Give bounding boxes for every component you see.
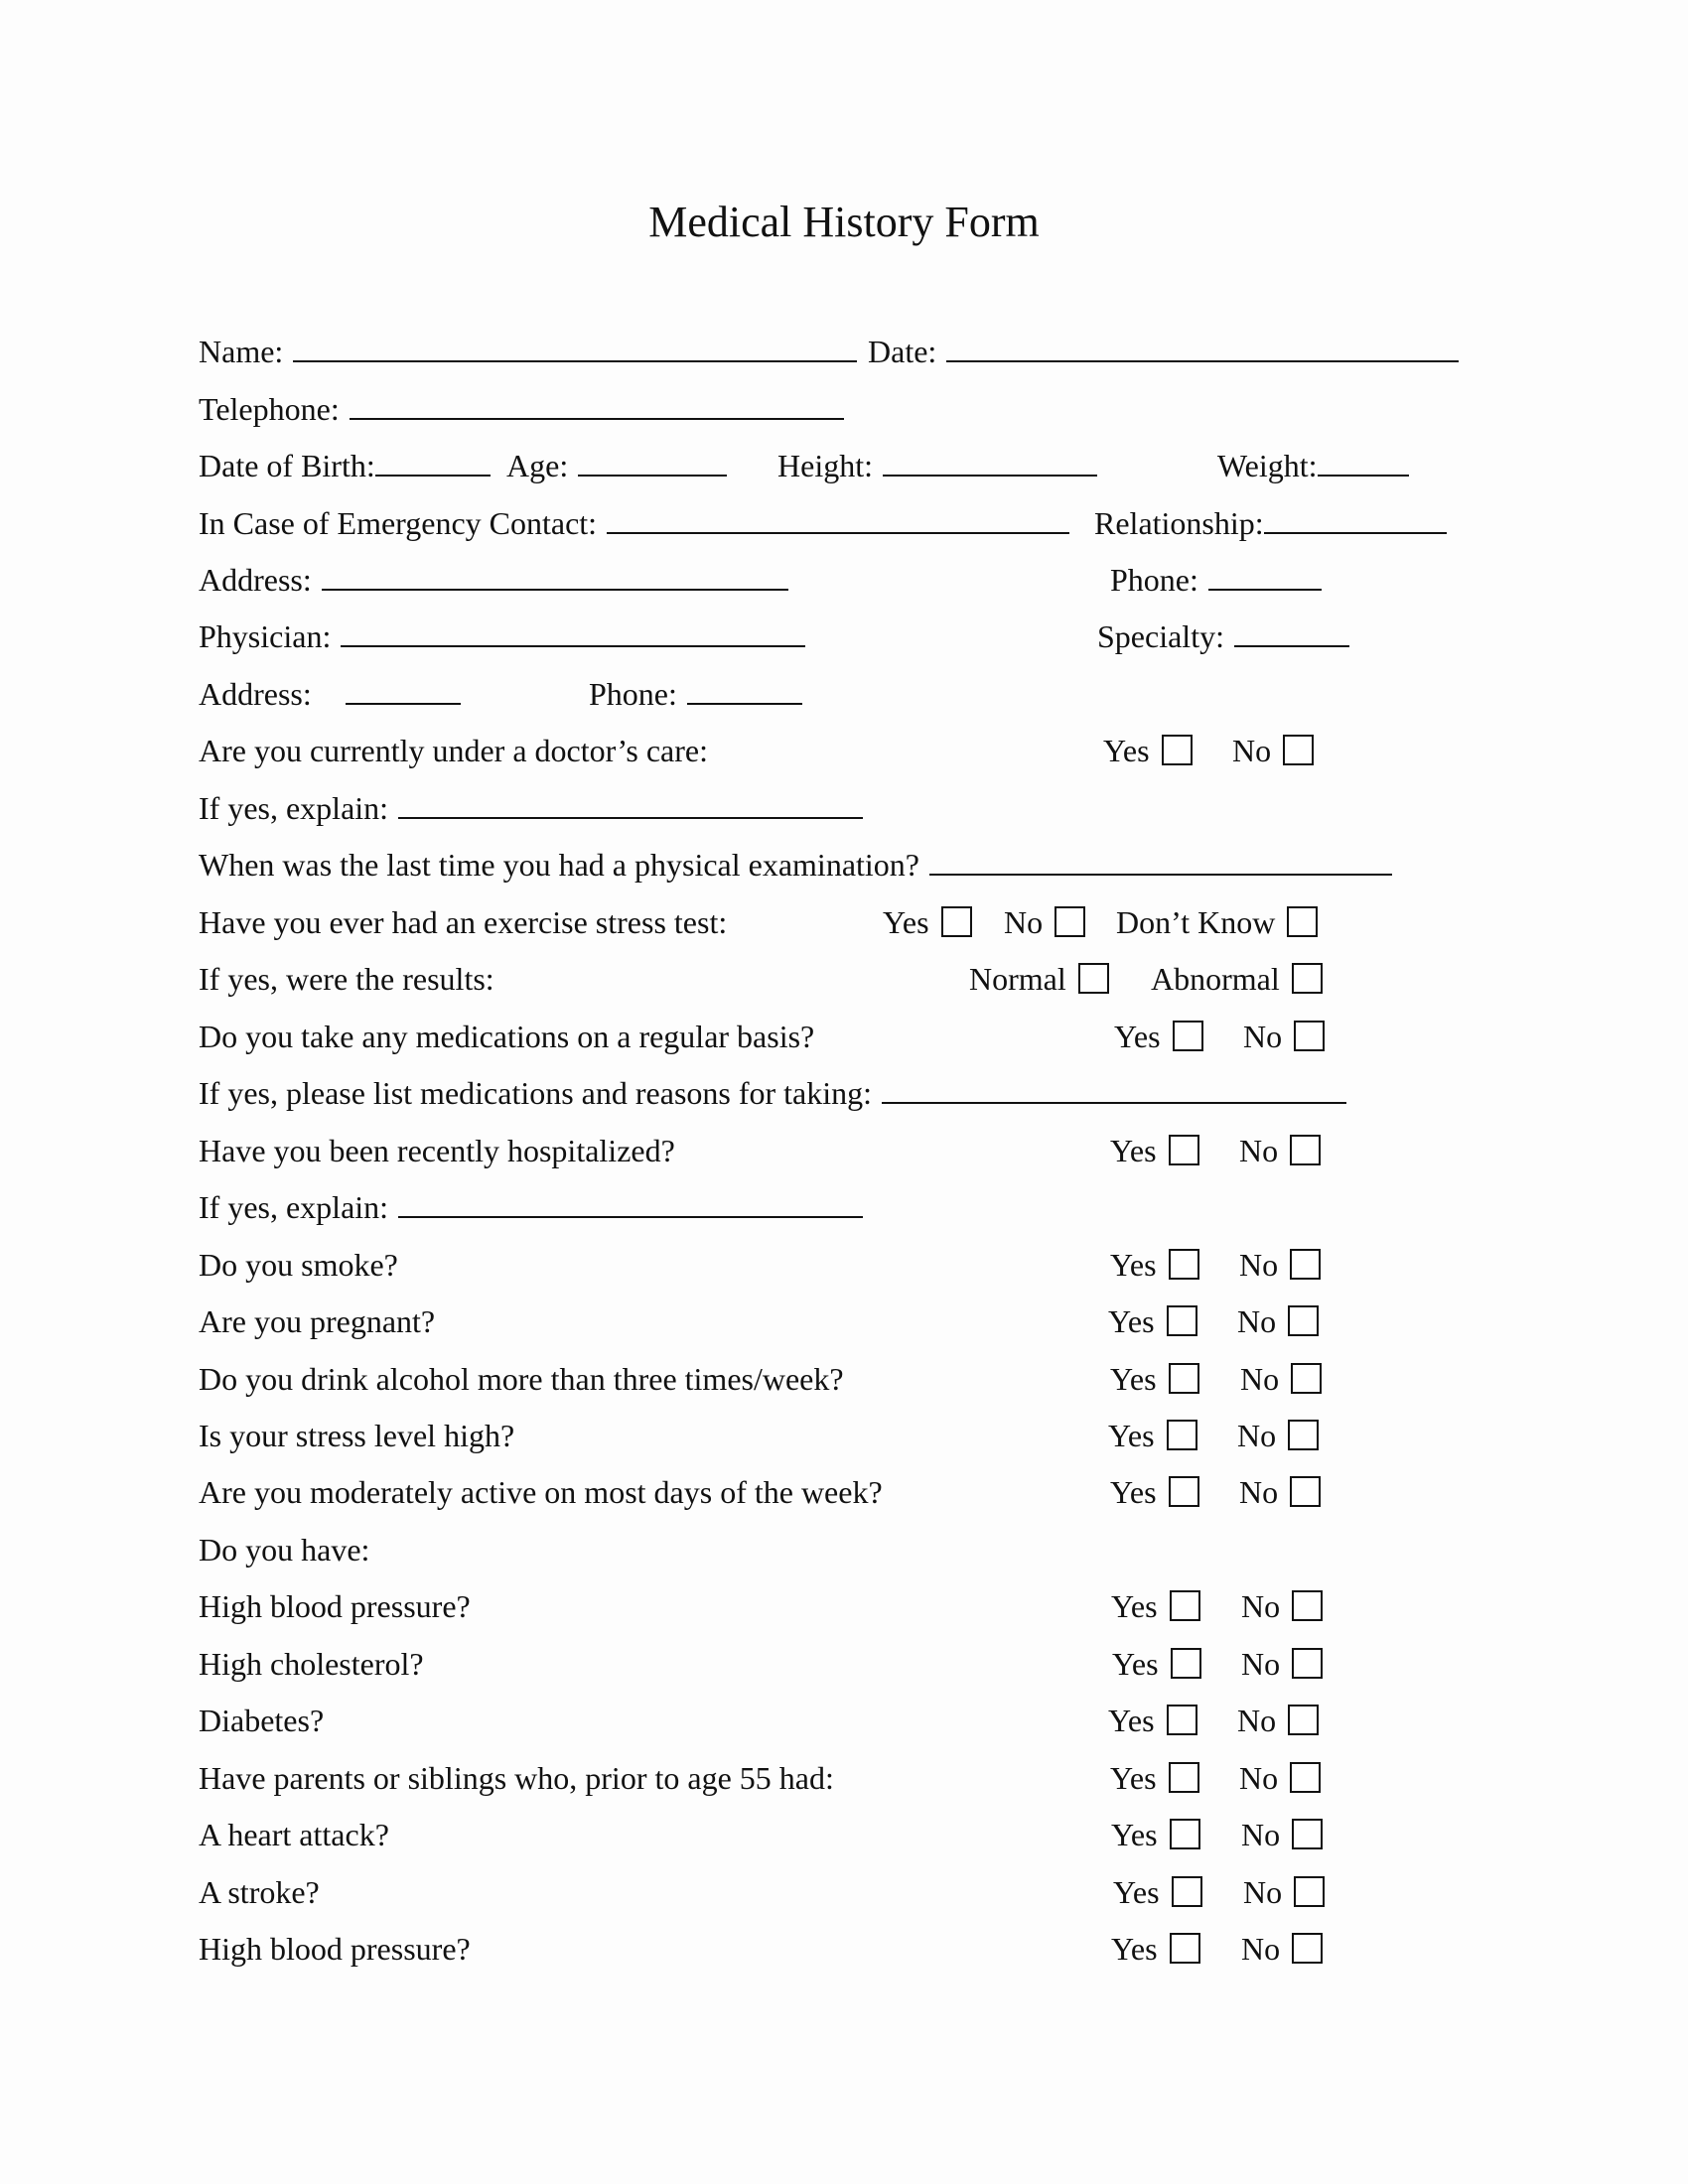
active-yes-checkbox[interactable] [1169, 1476, 1199, 1507]
stress-no-checkbox[interactable] [1288, 1420, 1319, 1450]
relationship-field[interactable] [1264, 500, 1447, 534]
hbp-no-checkbox[interactable] [1292, 1590, 1323, 1621]
smoke-yes-checkbox[interactable] [1169, 1249, 1199, 1280]
no-label: No [1004, 904, 1044, 940]
results-question: If yes, were the results: [199, 961, 494, 997]
no-label: No [1243, 1019, 1283, 1054]
smoke-no-checkbox[interactable] [1290, 1249, 1321, 1280]
doctor-care-no-checkbox[interactable] [1283, 735, 1314, 765]
diabetes-yes-checkbox[interactable] [1167, 1705, 1197, 1735]
smoke-question: Do you smoke? [199, 1247, 398, 1283]
physician-label: Physician: [199, 618, 332, 654]
hospitalized-no-checkbox[interactable] [1290, 1135, 1321, 1165]
pregnant-no-checkbox[interactable] [1288, 1305, 1319, 1336]
stress-test-yes-checkbox[interactable] [941, 906, 972, 937]
row-do-you-have [199, 1525, 1489, 1574]
row-family-history [199, 1753, 1489, 1803]
row-doctor-care-explain [199, 783, 1489, 833]
heart-attack-question: A heart attack? [199, 1817, 389, 1852]
name-label: Name: [199, 334, 284, 369]
pregnant-yes-checkbox[interactable] [1167, 1305, 1197, 1336]
row-hospitalized-explain [199, 1182, 1489, 1232]
physician-address-label: Address: [199, 676, 312, 712]
abnormal-label: Abnormal [1151, 961, 1280, 997]
pregnant-question: Are you pregnant? [199, 1303, 436, 1339]
row-stress-results [199, 954, 1489, 1004]
phone-label: Phone: [1110, 562, 1198, 598]
address-label: Address: [199, 562, 312, 598]
medications-yes-checkbox[interactable] [1173, 1021, 1203, 1051]
results-abnormal-checkbox[interactable] [1292, 963, 1323, 994]
relationship-label: Relationship: [1094, 505, 1264, 541]
stress-question: Is your stress level high? [199, 1418, 515, 1453]
specialty-field[interactable] [1234, 614, 1349, 647]
row-vitals [199, 441, 1489, 490]
last-physical-question: When was the last time you had a physical examination? [199, 847, 919, 883]
yes-label: Yes [1103, 733, 1150, 768]
row-telephone [199, 384, 1489, 434]
no-label: No [1241, 1931, 1281, 1967]
phone-field[interactable] [1208, 557, 1322, 591]
yes-label: Yes [1111, 1817, 1158, 1852]
no-label: No [1239, 1474, 1279, 1510]
doctor-care-yes-checkbox[interactable] [1162, 735, 1193, 765]
specialty-label: Specialty: [1097, 618, 1224, 654]
date-field[interactable] [946, 329, 1459, 362]
stroke-yes-checkbox[interactable] [1172, 1876, 1202, 1907]
doctor-care-explain-field[interactable] [398, 785, 863, 819]
results-normal-checkbox[interactable] [1078, 963, 1109, 994]
address-field[interactable] [322, 557, 788, 591]
row-family-high-blood-pressure [199, 1924, 1489, 1974]
row-heart-attack [199, 1810, 1489, 1859]
physician-address-field[interactable] [346, 671, 461, 705]
no-label: No [1237, 1418, 1277, 1453]
no-label: No [1243, 1874, 1283, 1910]
family-yes-checkbox[interactable] [1169, 1762, 1199, 1793]
no-label: No [1241, 1588, 1281, 1624]
hospitalized-yes-checkbox[interactable] [1169, 1135, 1199, 1165]
row-stroke [199, 1867, 1489, 1917]
row-stress-test [199, 897, 1489, 947]
yes-label: Yes [1108, 1703, 1155, 1738]
dob-field[interactable] [375, 443, 491, 477]
row-physician-address [199, 669, 1489, 719]
yes-label: Yes [1113, 1874, 1160, 1910]
cholesterol-question: High cholesterol? [199, 1646, 424, 1682]
row-active [199, 1467, 1489, 1517]
hospitalized-question: Have you been recently hospitalized? [199, 1133, 675, 1168]
row-emergency [199, 498, 1489, 548]
family-no-checkbox[interactable] [1290, 1762, 1321, 1793]
row-stress [199, 1411, 1489, 1460]
no-label: No [1240, 1361, 1280, 1397]
heart-attack-yes-checkbox[interactable] [1170, 1819, 1200, 1849]
medication-list-field[interactable] [882, 1070, 1346, 1104]
alcohol-yes-checkbox[interactable] [1169, 1363, 1199, 1394]
row-hospitalized [199, 1126, 1489, 1175]
yes-label: Yes [1110, 1474, 1157, 1510]
no-label: No [1237, 1703, 1277, 1738]
cholesterol-yes-checkbox[interactable] [1171, 1648, 1201, 1679]
medications-no-checkbox[interactable] [1294, 1021, 1325, 1051]
stress-test-question: Have you ever had an exercise stress test: [199, 904, 728, 940]
no-label: No [1239, 1760, 1279, 1796]
family-history-question: Have parents or siblings who, prior to age 55 had: [199, 1760, 834, 1796]
stroke-no-checkbox[interactable] [1294, 1876, 1325, 1907]
row-last-physical [199, 840, 1489, 889]
stroke-question: A stroke? [199, 1874, 320, 1910]
age-field[interactable] [578, 443, 727, 477]
hospitalized-explain-field[interactable] [398, 1184, 863, 1218]
row-doctor-care [199, 726, 1489, 775]
row-name-date [199, 327, 1489, 376]
no-label: No [1232, 733, 1272, 768]
yes-label: Yes [1111, 1588, 1158, 1624]
no-label: No [1241, 1646, 1281, 1682]
row-pregnant [199, 1297, 1489, 1346]
stress-test-no-checkbox[interactable] [1055, 906, 1085, 937]
physician-field[interactable] [341, 614, 805, 647]
heart-attack-no-checkbox[interactable] [1292, 1819, 1323, 1849]
date-label: Date: [868, 334, 937, 369]
emergency-contact-label: In Case of Emergency Contact: [199, 505, 598, 541]
weight-field[interactable] [1318, 443, 1409, 477]
no-label: No [1239, 1133, 1279, 1168]
yes-label: Yes [883, 904, 929, 940]
row-alcohol [199, 1354, 1489, 1404]
hbp-question: High blood pressure? [199, 1588, 471, 1624]
hbp-yes-checkbox[interactable] [1170, 1590, 1200, 1621]
form-title: Medical History Form [648, 198, 1040, 246]
yes-label: Yes [1110, 1361, 1157, 1397]
row-medication-list [199, 1068, 1489, 1118]
row-physician [199, 612, 1489, 661]
stress-yes-checkbox[interactable] [1167, 1420, 1197, 1450]
yes-label: Yes [1112, 1646, 1159, 1682]
medication-list-question: If yes, please list medications and reasons for taking: [199, 1075, 873, 1111]
yes-label: Yes [1108, 1418, 1155, 1453]
diabetes-no-checkbox[interactable] [1288, 1705, 1319, 1735]
height-field[interactable] [883, 443, 1097, 477]
medications-question: Do you take any medications on a regular basis? [199, 1019, 815, 1054]
explain-label: If yes, explain: [199, 790, 389, 826]
diabetes-question: Diabetes? [199, 1703, 325, 1738]
no-label: No [1239, 1247, 1279, 1283]
telephone-label: Telephone: [199, 391, 340, 427]
normal-label: Normal [969, 961, 1066, 997]
emergency-contact-field[interactable] [607, 500, 1069, 534]
family-hbp-no-checkbox[interactable] [1292, 1933, 1323, 1964]
name-field[interactable] [293, 329, 857, 362]
row-medications [199, 1012, 1489, 1061]
yes-label: Yes [1114, 1019, 1161, 1054]
dont-know-label: Don’t Know [1116, 904, 1276, 940]
alcohol-no-checkbox[interactable] [1291, 1363, 1322, 1394]
do-you-have-heading: Do you have: [199, 1532, 370, 1568]
weight-label: Weight: [1217, 448, 1318, 483]
height-label: Height: [777, 448, 873, 483]
yes-label: Yes [1108, 1303, 1155, 1339]
no-label: No [1241, 1817, 1281, 1852]
yes-label: Yes [1110, 1247, 1157, 1283]
row-diabetes [199, 1696, 1489, 1745]
telephone-field[interactable] [350, 386, 844, 420]
row-address [199, 555, 1489, 605]
no-label: No [1237, 1303, 1277, 1339]
row-cholesterol [199, 1639, 1489, 1689]
last-physical-field[interactable] [929, 842, 1392, 876]
stress-test-dont-know-checkbox[interactable] [1287, 906, 1318, 937]
yes-label: Yes [1110, 1760, 1157, 1796]
yes-label: Yes [1110, 1133, 1157, 1168]
row-smoke [199, 1240, 1489, 1290]
active-no-checkbox[interactable] [1290, 1476, 1321, 1507]
cholesterol-no-checkbox[interactable] [1292, 1648, 1323, 1679]
alcohol-question: Do you drink alcohol more than three times/week? [199, 1361, 844, 1397]
doctor-care-question: Are you currently under a doctor’s care: [199, 733, 708, 768]
physician-phone-field[interactable] [687, 671, 802, 705]
row-high-blood-pressure [199, 1581, 1489, 1631]
family-hbp-yes-checkbox[interactable] [1170, 1933, 1200, 1964]
age-label: Age: [506, 448, 569, 483]
family-hbp-question: High blood pressure? [199, 1931, 471, 1967]
yes-label: Yes [1111, 1931, 1158, 1967]
explain-label: If yes, explain: [199, 1189, 389, 1225]
dob-label: Date of Birth: [199, 448, 375, 483]
active-question: Are you moderately active on most days of the week? [199, 1474, 883, 1510]
physician-phone-label: Phone: [589, 676, 677, 712]
